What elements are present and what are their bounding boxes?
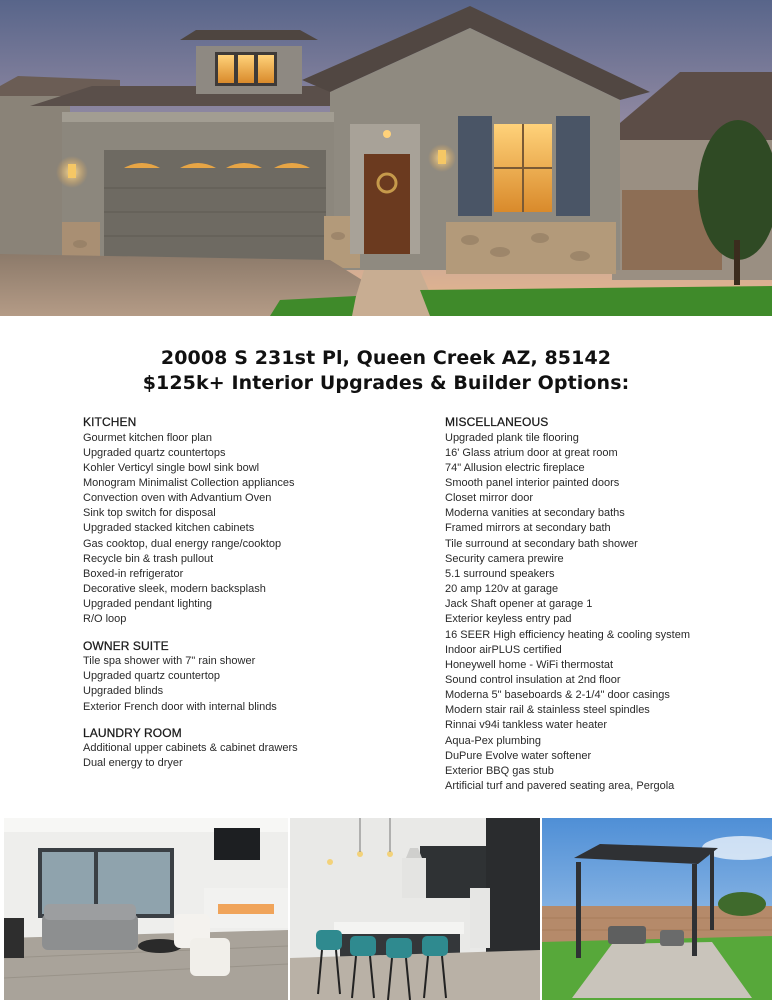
property-address: 20008 S 231st Pl, Queen Creek AZ, 85142	[160, 347, 612, 369]
list-item: Additional upper cabinets & cabinet drawers	[83, 742, 298, 755]
list-item: Tile spa shower with 7" rain shower	[83, 655, 256, 668]
list-item: Exterior BBQ gas stub	[445, 764, 554, 777]
list-item: Framed mirrors at secondary bath	[445, 522, 611, 535]
list-item: Dual energy to dryer	[83, 757, 183, 770]
list-item: Exterior keyless entry pad	[445, 613, 572, 626]
kitchen-photo	[290, 818, 540, 1000]
list-item: Closet mirror door	[445, 492, 534, 505]
section-heading: KITCHEN	[83, 415, 137, 429]
section-heading: OWNER SUITE	[83, 638, 169, 653]
laundry-room-section	[83, 726, 403, 772]
section-heading: LAUNDRY ROOM	[83, 725, 182, 740]
list-item: Convection oven with Advantium Oven	[83, 492, 272, 505]
miscellaneous-section	[445, 415, 745, 794]
feature-list	[83, 431, 403, 628]
list-item: Recycle bin & trash pullout	[83, 552, 214, 565]
right-column	[445, 415, 745, 805]
list-item: Moderna 5" baseboards & 2-1/4" door casings	[445, 689, 670, 702]
feature-list	[83, 741, 403, 771]
list-item: Upgraded blinds	[83, 685, 164, 698]
upgrades-headline: $125k+ Interior Upgrades & Builder Options:	[142, 372, 630, 394]
list-item: Moderna vanities at secondary baths	[445, 507, 625, 520]
list-item: Aqua-Pex plumbing	[445, 734, 542, 747]
list-item: Gas cooktop, dual energy range/cooktop	[83, 537, 282, 550]
backyard-pergola-photo	[542, 818, 772, 1000]
list-item: Kohler Verticyl single bowl sink bowl	[83, 461, 260, 474]
list-item: 20 amp 120v at garage	[445, 583, 559, 596]
house-exterior-photo	[0, 0, 772, 316]
list-item: Rinnai v94i tankless water heater	[445, 719, 608, 732]
list-item: Gourmet kitchen floor plan	[83, 431, 213, 444]
list-item: 5.1 surround speakers	[445, 567, 555, 580]
list-item: 74" Allusion electric fireplace	[445, 461, 585, 474]
list-item: Security camera prewire	[445, 552, 564, 565]
list-item: Honeywell home - WiFi thermostat	[445, 658, 614, 671]
list-item: Sound control insulation at 2nd floor	[445, 674, 621, 686]
list-item: Upgraded quartz countertops	[83, 446, 226, 459]
owner-suite-section	[83, 639, 403, 715]
living-room-photo	[4, 818, 288, 1000]
list-item: Exterior French door with internal blinds	[83, 700, 277, 713]
list-item: Artificial turf and pavered seating area, Pergola	[445, 780, 675, 793]
feature-list	[83, 654, 403, 715]
list-item: Modern stair rail & stainless steel spindles	[445, 704, 650, 717]
list-item: Upgraded stacked kitchen cabinets	[83, 522, 255, 535]
list-item: R/O loop	[83, 613, 127, 626]
feature-list	[445, 431, 745, 795]
list-item: Monogram Minimalist Collection appliances	[83, 476, 295, 489]
left-column	[83, 415, 403, 782]
list-item: Upgraded plank tile flooring	[445, 431, 579, 444]
list-item: Upgraded pendant lighting	[83, 598, 213, 611]
list-item: Upgraded quartz countertop	[83, 670, 220, 683]
list-item: Boxed-in refrigerator	[83, 567, 184, 580]
list-item: 16' Glass atrium door at great room	[445, 446, 618, 459]
interior-photo-strip	[0, 818, 772, 1000]
list-item: Decorative sleek, modern backsplash	[83, 583, 266, 596]
page-title	[0, 346, 772, 396]
list-item: Jack Shaft opener at garage 1	[445, 598, 593, 611]
list-item: Tile surround at secondary bath shower	[445, 537, 638, 550]
list-item: Sink top switch for disposal	[83, 507, 216, 520]
kitchen-section	[83, 415, 403, 628]
list-item: Smooth panel interior painted doors	[445, 476, 620, 489]
section-heading: MISCELLANEOUS	[445, 415, 549, 429]
list-item: DuPure Evolve water softener	[445, 749, 592, 762]
list-item: Indoor airPLUS certified	[445, 643, 562, 656]
list-item: 16 SEER High efficiency heating & cooling system	[445, 628, 690, 641]
